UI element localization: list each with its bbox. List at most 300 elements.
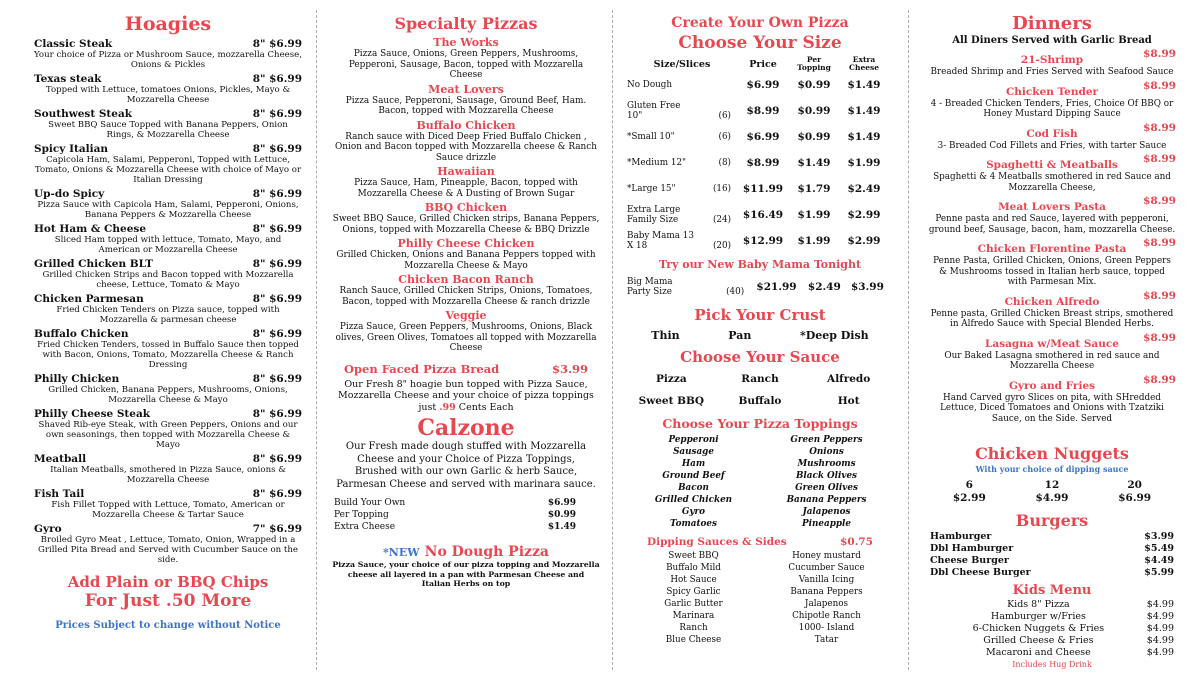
calzone-row-label: Build Your Own xyxy=(334,498,406,508)
hoagie-desc: Fish Fillet Topped with Lettuce, Tomato, American or Mozzarella Cheese & Tartar Sauce xyxy=(51,500,285,520)
dip-item: Honey mustard xyxy=(792,551,861,561)
dinner-item xyxy=(928,195,1176,235)
size-row xyxy=(627,228,889,254)
specialty-item xyxy=(332,201,600,235)
dip-item: Jalapenos xyxy=(804,599,849,609)
size-top: $1.99 xyxy=(797,209,831,221)
hoagie-item xyxy=(34,73,302,105)
sauce-option: Sweet BBQ xyxy=(638,395,705,407)
hoagie-item-header xyxy=(34,188,302,200)
size-cell xyxy=(627,274,750,300)
specialty-item xyxy=(332,165,600,199)
chips-line-2: For Just .50 More xyxy=(84,591,252,611)
kids-row xyxy=(930,611,1174,623)
burger-price: $4.49 xyxy=(1144,555,1174,566)
dinner-price: $8.99 xyxy=(1143,195,1176,207)
dinner-price: $8.99 xyxy=(1143,331,1176,344)
dip-item: Garlic Butter xyxy=(664,599,723,609)
hoagie-item xyxy=(34,188,302,220)
hoagie-price: 8" $6.99 xyxy=(252,188,302,200)
hoagie-item-header xyxy=(34,73,302,85)
dips-right xyxy=(760,550,893,646)
dinner-desc: Our Baked Lasagna smothered in red sauce and Mozzarella Cheese xyxy=(944,350,1160,371)
dinner-item-header xyxy=(928,237,1176,256)
hoagie-item xyxy=(34,108,302,140)
dinner-name: 21-Shrimp xyxy=(1020,54,1084,66)
hoagie-desc: Capicola Ham, Salami, Pepperoni, Topped with Lettuce, Tomato, Onions & Mozzarella Cheese with choice of Mayo or Italian Dressing xyxy=(34,155,302,185)
hoagie-price: 8" $6.99 xyxy=(252,143,302,155)
specialty-item xyxy=(332,309,600,354)
size-top: $2.49 xyxy=(807,281,841,293)
kids-name: Macaroni and Cheese xyxy=(985,647,1091,658)
size-price: $6.99 xyxy=(746,131,780,143)
dinner-item xyxy=(928,290,1176,330)
hoagie-desc: Fried Chicken Tenders, tossed in Buffalo Sauce then topped with Bacon, Onions, Tomato, Mozzarella Cheese & Ranch Dressing xyxy=(37,340,299,370)
hoagies-section xyxy=(34,0,302,686)
hoagie-item xyxy=(34,38,302,70)
specialty-name: Meat Lovers xyxy=(428,82,504,96)
topping-item: Ground Beef xyxy=(662,471,725,481)
hoagie-item xyxy=(34,488,302,520)
toppings-title: Choose Your Pizza Toppings xyxy=(662,416,858,431)
specialty-desc: Pizza Sauce, Onions, Green Peppers, Mushrooms, Pepperoni, Sausage, Bacon, topped with Mozzarella Cheese xyxy=(348,49,584,80)
hoagie-desc: Sliced Ham topped with lettuce, Tomato, Mayo, and American or Mozzarella Cheese xyxy=(54,235,282,255)
nuggets-subtitle: With your choice of dipping sauce xyxy=(975,464,1129,474)
size-label: Baby Mama 13 X 18 xyxy=(627,231,694,251)
hoagie-price: 8" $6.99 xyxy=(252,108,302,120)
toppings-right xyxy=(760,434,893,530)
size-cell-inner xyxy=(627,158,737,168)
dinner-item xyxy=(928,122,1176,152)
dinner-item-header xyxy=(928,48,1176,67)
sauce-title: Choose Your Sauce xyxy=(680,348,840,366)
size-cheese: $2.99 xyxy=(847,209,881,221)
hoagie-name: Southwest Steak xyxy=(34,108,133,120)
size-label: Extra Large Family Size xyxy=(627,205,681,225)
hoagie-item-header xyxy=(34,258,302,270)
burger-name: Hamburger xyxy=(930,531,992,542)
size-label: Big Mama Party Size xyxy=(627,277,673,297)
dinner-price: $8.99 xyxy=(1143,289,1176,302)
hoagie-item xyxy=(34,328,302,370)
size-price: $21.99 xyxy=(756,281,797,293)
dinner-price: $8.99 xyxy=(1143,121,1176,134)
hoagie-name: Texas steak xyxy=(34,73,102,85)
dip-item: 1000- Island xyxy=(798,623,855,633)
dip-item: Banana Peppers xyxy=(790,587,863,597)
dinner-item-header xyxy=(928,80,1176,99)
dinner-item xyxy=(928,48,1176,78)
size-table-header xyxy=(627,56,889,72)
no-dough-desc: Pizza Sauce, your choice of our pizza topping and Mozzarella cheese all layered in a pan with Parmesan Cheese and Italian Herbs on top xyxy=(332,560,600,588)
create-title: Create Your Own Pizza xyxy=(671,15,849,31)
kids-row xyxy=(930,623,1174,635)
specialty-desc: Pizza Sauce, Ham, Pineapple, Bacon, topped with Mozzarella Cheese & A Dusting of Brown Sugar xyxy=(354,178,578,199)
hoagie-name: Spicy Italian xyxy=(34,143,109,155)
dip-item: Spicy Garlic xyxy=(666,587,721,597)
size-cell-inner xyxy=(627,80,737,90)
hoagie-desc: Shaved Rib-eye Steak, with Green Peppers, Onions and our own seasonings, then topped with Mozzarella Cheese & Mayo xyxy=(38,420,298,450)
header-per-topping: Per Topping xyxy=(797,55,831,72)
topping-item: Sausage xyxy=(673,447,714,457)
hoagie-name: Philly Cheese Steak xyxy=(34,408,151,420)
pizza-bread-desc: Our Fresh 8" hoagie bun topped with Pizza Sauce, Mozzarella Cheese and your choice of pizza toppings xyxy=(338,378,594,401)
crust-title: Pick Your Crust xyxy=(694,306,826,324)
big-mama-table xyxy=(627,274,889,300)
size-cell xyxy=(627,202,737,228)
hoagie-name: Buffalo Chicken xyxy=(34,328,129,340)
topping-item: Onions xyxy=(809,447,844,457)
dinner-price: $8.99 xyxy=(1143,48,1176,60)
sauce-option: Alfredo xyxy=(827,373,871,385)
hoagie-desc: Fried Chicken Tenders on Pizza sauce, topped with Mozzarella & parmesan cheese xyxy=(56,305,280,325)
specialty-name: BBQ Chicken xyxy=(424,201,508,214)
dips-list xyxy=(627,550,893,646)
dinner-item xyxy=(928,80,1176,120)
size-cell-inner xyxy=(627,184,737,194)
dinner-item-header xyxy=(928,122,1176,141)
specialty-list xyxy=(332,36,600,354)
hoagie-price: 8" $6.99 xyxy=(252,223,302,235)
burger-row xyxy=(930,531,1174,543)
topping-item: Pepperoni xyxy=(668,435,719,445)
specialty-desc: Pizza Sauce, Pepperoni, Sausage, Ground Beef, Ham. Bacon, topped with Mozzarella Cheese xyxy=(345,95,587,116)
hoagie-item xyxy=(34,258,302,290)
topping-item: Mushrooms xyxy=(797,459,856,469)
specialty-item xyxy=(332,83,600,117)
hoagie-item-header xyxy=(34,488,302,500)
no-dough-title: No Dough Pizza xyxy=(424,544,549,560)
hoagie-item xyxy=(34,223,302,255)
dinner-name: Gyro and Fries xyxy=(1008,379,1096,392)
kids-name: Grilled Cheese & Fries xyxy=(983,635,1094,646)
hoagie-name: Hot Ham & Cheese xyxy=(34,223,146,235)
specialty-item xyxy=(332,273,600,307)
dinner-desc: Hand Carved gyro Slices on pita, with SHredded Lettuce, Diced Tomatoes and Onions with Tzatziki Sauce, on the Side. Served xyxy=(940,392,1164,424)
hoagie-desc: Your choice of Pizza or Mushroom Sauce, mozzarella Cheese, Onions & Pickles xyxy=(34,50,302,70)
hoagie-item-header xyxy=(34,373,302,385)
size-price: $8.99 xyxy=(746,105,780,117)
calzone-row-price: $1.49 xyxy=(547,522,576,532)
size-slices: (24) xyxy=(712,215,731,225)
size-price: $16.49 xyxy=(742,209,784,221)
price-notice: Prices Subject to change without Notice xyxy=(55,620,281,631)
hoagies-title: Hoagies xyxy=(124,13,212,35)
size-cell-inner xyxy=(627,205,737,225)
hoagie-price: 8" $6.99 xyxy=(252,258,302,270)
kids-row xyxy=(930,635,1174,647)
kids-name: 6-Chicken Nuggets & Fries xyxy=(972,623,1105,634)
topping-item: Jalapenos xyxy=(802,507,851,517)
bread-cents-each: Cents Each xyxy=(458,401,514,413)
size-price: $8.99 xyxy=(746,157,780,169)
nuggets-grid xyxy=(928,479,1176,505)
sauce-option: Hot xyxy=(837,395,860,407)
size-top: $0.99 xyxy=(797,131,831,143)
baby-mama-promo: Try our New Baby Mama Tonight xyxy=(658,258,862,271)
column-divider xyxy=(908,10,909,670)
specialty-name: Buffalo Chicken xyxy=(416,118,516,132)
calzone-row xyxy=(334,509,576,521)
hoagie-price: 8" $6.99 xyxy=(252,293,302,305)
size-slices: (16) xyxy=(712,184,731,194)
size-slices: (8) xyxy=(718,158,731,168)
specialty-item xyxy=(332,119,600,164)
calzone-row-price: $0.99 xyxy=(547,510,576,520)
size-cell-inner xyxy=(627,231,737,251)
hoagie-list xyxy=(34,38,302,565)
dinner-item xyxy=(928,237,1176,288)
size-row xyxy=(627,98,889,124)
topping-item: Gyro xyxy=(681,507,706,517)
dip-item: Hot Sauce xyxy=(670,575,717,585)
dinner-item xyxy=(928,374,1176,425)
burger-name: Dbl Cheese Burger xyxy=(930,567,1031,578)
specialty-name: The Works xyxy=(433,36,499,49)
nuggets-title: Chicken Nuggets xyxy=(975,444,1129,463)
dinner-list xyxy=(928,48,1176,424)
sauce-list xyxy=(627,373,893,407)
hoagie-desc: Topped with Lettuce, tomatoes Onions, Pickles, Mayo & Mozzarella Cheese xyxy=(45,85,291,105)
dinner-desc: Penne Pasta, Grilled Chicken, Onions, Green Peppers & Mushrooms tossed in Italian herb sauce, topped with Parmesan Mix. xyxy=(933,256,1171,287)
dinner-name: Meat Lovers Pasta xyxy=(998,201,1106,213)
kids-price: $4.99 xyxy=(1146,635,1174,646)
specialty-desc: Ranch sauce with Diced Deep Fried Buffalo Chicken , Onion and Bacon topped with Mozzarella cheese & Ranch Sauce drizzle xyxy=(335,131,597,163)
hoagie-name: Chicken Parmesan xyxy=(34,293,144,305)
sauce-option: Buffalo xyxy=(738,395,782,407)
hoagie-item xyxy=(34,408,302,450)
size-label: *Large 15" xyxy=(627,184,676,194)
dinner-price: $8.99 xyxy=(1143,153,1176,165)
bread-topping-price: .99 xyxy=(439,401,456,413)
specialty-name: Hawaiian xyxy=(437,165,495,178)
dinner-item-header xyxy=(928,195,1176,214)
hoagie-price: 8" $6.99 xyxy=(252,38,302,50)
size-cheese: $3.99 xyxy=(851,281,884,293)
size-top: $1.99 xyxy=(797,235,831,247)
new-badge: *NEW xyxy=(383,546,420,559)
dinner-item-header xyxy=(928,332,1176,351)
size-row xyxy=(627,202,889,228)
nugget-count: 6 xyxy=(965,479,973,491)
size-cheese: $1.49 xyxy=(847,131,881,143)
hoagie-item-header xyxy=(34,38,302,50)
dips-title: Dipping Sauces & Sides xyxy=(647,536,787,548)
topping-item: Ham xyxy=(681,459,706,469)
size-cell-inner xyxy=(627,101,737,121)
hoagie-name: Philly Chicken xyxy=(34,373,120,385)
dinner-price: $8.99 xyxy=(1143,237,1176,249)
topping-item: Banana Peppers xyxy=(786,495,867,505)
dip-item: Vanilla Icing xyxy=(798,575,855,585)
dinner-item xyxy=(928,153,1176,193)
kids-list xyxy=(928,599,1176,659)
kids-title: Kids Menu xyxy=(1012,583,1092,598)
dips-left xyxy=(627,550,760,646)
hoagie-item xyxy=(34,373,302,405)
size-row xyxy=(627,124,889,150)
hoagie-price: 8" $6.99 xyxy=(252,73,302,85)
chips-line-1: Add Plain or BBQ Chips xyxy=(67,573,269,591)
dinner-price: $8.99 xyxy=(1143,79,1176,92)
pizza-bread-header xyxy=(332,362,600,376)
dinner-item xyxy=(928,332,1176,372)
hoagie-item-header xyxy=(34,453,302,465)
calzone-title: Calzone xyxy=(417,415,515,441)
topping-item: Bacon xyxy=(678,483,709,493)
dinner-desc: Penne pasta and red Sauce, layered with pepperoni, ground beef, Sausage, bacon, ham, mozzarella Cheese. xyxy=(928,214,1176,235)
specialty-name: Philly Cheese Chicken xyxy=(397,237,535,250)
hoagie-desc: Sweet BBQ Sauce Topped with Banana Peppers, Onion Rings, & Mozzarella Cheese xyxy=(48,120,288,140)
size-cheese: $1.49 xyxy=(847,105,881,117)
dip-item: Buffalo Mild xyxy=(666,563,721,573)
hoagie-item-header xyxy=(34,108,302,120)
dip-item: Marinara xyxy=(672,611,715,621)
size-label: Gluten Free 10" xyxy=(627,101,681,121)
dinners-subtitle: All Diners Served with Garlic Bread xyxy=(952,35,1152,46)
specialty-title: Specialty Pizzas xyxy=(394,14,538,33)
size-cheese: $1.99 xyxy=(847,157,881,169)
size-row xyxy=(627,274,889,300)
pizza-bread-price: $3.99 xyxy=(551,361,588,376)
hoagie-item-header xyxy=(34,523,302,535)
crust-option: *Deep Dish xyxy=(799,329,869,342)
hoagie-desc: Grilled Chicken Strips and Bacon topped with Mozzarella cheese, Lettuce, Tomato & Mayo xyxy=(42,270,294,290)
hoagie-price: 8" $6.99 xyxy=(252,488,302,500)
dip-item: Sweet BBQ xyxy=(668,551,719,561)
sauce-option: Pizza xyxy=(656,373,687,385)
size-price: $12.99 xyxy=(742,235,784,247)
kids-name: Hamburger w/Fries xyxy=(990,611,1086,622)
kids-price: $4.99 xyxy=(1146,623,1174,634)
calzone-row-price: $6.99 xyxy=(547,498,576,508)
hoagie-item-header xyxy=(34,408,302,420)
nugget-price: $4.99 xyxy=(1035,492,1069,504)
hoagie-item-header xyxy=(34,293,302,305)
calzone-row-label: Extra Cheese xyxy=(334,522,396,532)
topping-item: Black Olives xyxy=(796,471,857,481)
topping-item: Grilled Chicken xyxy=(654,495,733,505)
kids-price: $4.99 xyxy=(1146,647,1174,658)
hoagie-item xyxy=(34,143,302,185)
calzone-price-list xyxy=(332,497,600,533)
specialty-item xyxy=(332,237,600,271)
hoagie-desc: Broiled Gyro Meat , Lettuce, Tomato, Onion, Wrapped in a Grilled Pita Bread and Served with Cucumber Sauce on the side. xyxy=(38,535,298,565)
dip-item: Chipotle Ranch xyxy=(792,611,861,621)
dinner-name: Chicken Tender xyxy=(1005,85,1099,98)
size-label: *Small 10" xyxy=(627,132,675,142)
size-cell xyxy=(627,124,737,150)
topping-item: Pineapple xyxy=(802,519,851,529)
specialty-desc: Pizza Sauce, Green Peppers, Mushrooms, Onions, Black olives, Green Olives, Tomatoes all topped with Mozzarella Cheese xyxy=(335,322,597,353)
burger-list xyxy=(928,531,1176,579)
dip-item: Blue Cheese xyxy=(665,635,722,645)
specialty-name: Chicken Bacon Ranch xyxy=(398,273,534,286)
size-cell xyxy=(627,98,737,124)
size-top: $0.99 xyxy=(797,79,831,91)
burger-row xyxy=(930,567,1174,579)
dinner-desc: 3- Breaded Cod Fillets and Fries, with tarter Sauce xyxy=(937,140,1167,151)
hoagie-price: 8" $6.99 xyxy=(252,373,302,385)
hoagie-desc: Italian Meatballs, smothered in Pizza Sauce, onions & Mozzarella Cheese xyxy=(50,465,286,485)
toppings-list xyxy=(627,434,893,530)
size-top: $0.99 xyxy=(797,105,831,117)
size-label: No Dough xyxy=(627,80,673,90)
hoagie-item xyxy=(34,523,302,565)
dinner-desc: Penne pasta, Grilled Chicken Breast strips, smothered in Alfredo Sauce with Special Blended Herbs. xyxy=(930,308,1174,329)
burgers-title: Burgers xyxy=(1015,511,1089,530)
size-row xyxy=(627,72,889,98)
specialty-item xyxy=(332,36,600,81)
bread-just: just xyxy=(418,401,437,413)
dinner-name: Chicken Alfredo xyxy=(1004,295,1100,308)
hoagie-item xyxy=(34,293,302,325)
column-divider xyxy=(316,10,317,670)
hoagie-desc: Pizza Sauce with Capicola Ham, Salami, Pepperoni, Onions, Banana Peppers & Mozzarella Cheese xyxy=(37,200,299,220)
crust-option: Pan xyxy=(728,329,752,342)
dinners-title: Dinners xyxy=(1012,13,1092,34)
hoagie-price: 7" $6.99 xyxy=(252,523,302,535)
create-pizza-section xyxy=(627,0,893,686)
specialty-pizzas-section xyxy=(332,0,600,686)
size-cheese: $2.49 xyxy=(847,183,881,195)
size-cheese: $1.49 xyxy=(847,79,881,91)
dinner-name: Chicken Florentine Pasta xyxy=(977,243,1127,255)
topping-item: Tomatoes xyxy=(670,519,717,529)
dinner-name: Cod Fish xyxy=(1026,127,1078,140)
hoagie-item xyxy=(34,453,302,485)
dinner-name: Spaghetti & Meatballs xyxy=(986,159,1118,171)
burger-row xyxy=(930,543,1174,555)
size-cell xyxy=(627,72,737,98)
burger-row xyxy=(930,555,1174,567)
size-slices: (6) xyxy=(718,132,731,142)
kids-price: $4.99 xyxy=(1146,611,1174,622)
pizza-bread-title: Open Faced Pizza Bread xyxy=(344,361,500,376)
hoagie-name: Meatball xyxy=(34,453,87,465)
dinner-price: $8.99 xyxy=(1143,373,1176,386)
size-row xyxy=(627,176,889,202)
dinner-name: Lasagna w/Meat Sauce xyxy=(985,337,1119,350)
dinner-desc: 4 - Breaded Chicken Tenders, Fries, Choice Of BBQ or Honey Mustard Dipping Sauce xyxy=(930,98,1174,119)
size-slices: (40) xyxy=(726,287,745,297)
size-slices: (20) xyxy=(712,241,731,251)
crust-option: Thin xyxy=(651,329,680,342)
size-slices: (6) xyxy=(718,111,731,121)
size-top: $1.49 xyxy=(797,157,831,169)
size-cheese: $2.99 xyxy=(847,235,881,247)
specialty-desc: Sweet BBQ Sauce, Grilled Chicken strips, Banana Peppers, Onions, topped with Mozzarella Cheese & BBQ Drizzle xyxy=(332,214,600,235)
size-cell-inner xyxy=(627,277,750,297)
crust-list xyxy=(627,329,893,342)
dinner-desc: Spaghetti & 4 Meatballs smothered in red Sauce and Mozzarella Cheese, xyxy=(933,172,1171,193)
nugget-count: 20 xyxy=(1127,479,1142,491)
hoagie-name: Gyro xyxy=(34,523,62,535)
column-divider xyxy=(612,10,613,670)
hoagie-name: Fish Tail xyxy=(34,488,85,500)
burger-price: $5.49 xyxy=(1144,543,1174,554)
topping-item: Green Olives xyxy=(795,483,858,493)
hoagie-item-header xyxy=(34,223,302,235)
dinner-item-header xyxy=(928,374,1176,393)
specialty-desc: Grilled Chicken, Onions and Banana Peppers topped with Mozzarella Cheese & Mayo xyxy=(336,250,596,271)
toppings-left xyxy=(627,434,760,530)
calzone-row xyxy=(334,497,576,509)
size-cell xyxy=(627,150,737,176)
header-extra-cheese: Extra Cheese xyxy=(849,55,879,72)
hoagie-price: 8" $6.99 xyxy=(252,328,302,340)
size-cell-inner xyxy=(627,132,737,142)
